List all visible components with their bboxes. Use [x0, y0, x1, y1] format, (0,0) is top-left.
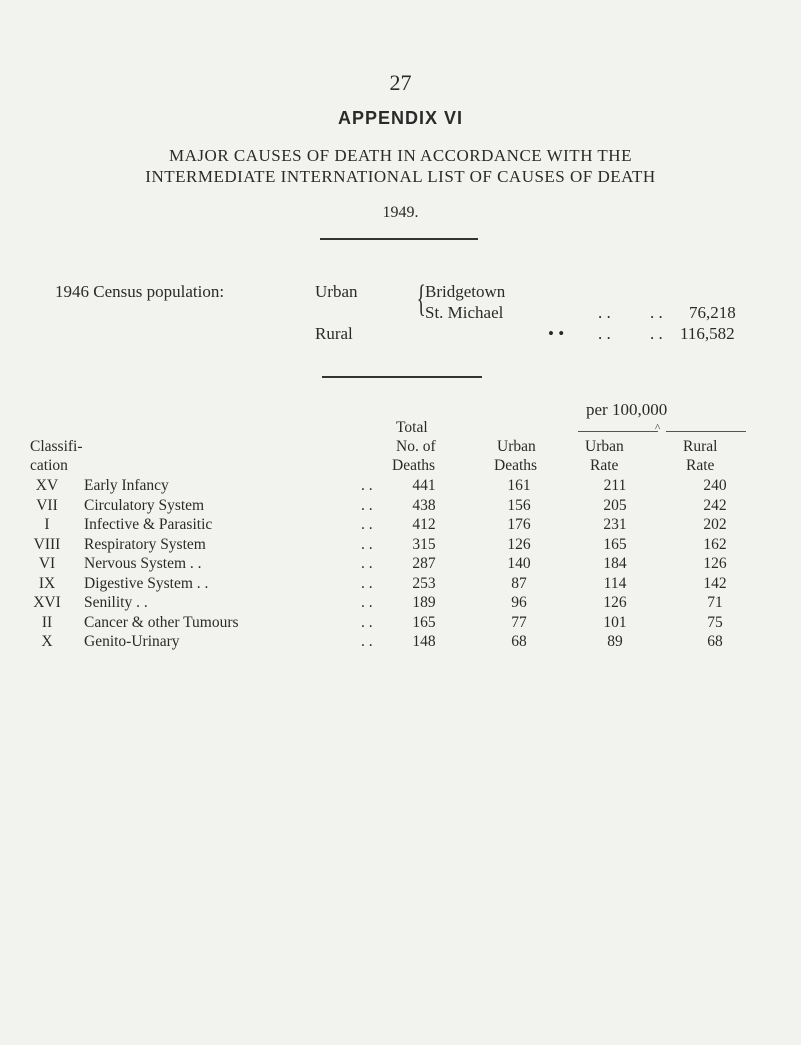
cell-urban-rate: 126 [603, 594, 627, 611]
rural-leader-2: . . [650, 324, 663, 343]
cell-classification: II [41, 613, 53, 631]
per-brace-line-left [578, 431, 658, 432]
header-urban-deaths-1: Urban [497, 438, 536, 455]
cell-total-deaths: 441 [412, 477, 436, 494]
brace-icon: { [416, 278, 426, 320]
cell-urban-rate: 89 [607, 633, 623, 650]
header-classification-2: cation [30, 457, 68, 474]
cell-classification: XVI [33, 594, 61, 611]
cell-classification: VIII [33, 535, 61, 553]
cell-rural-rate: 240 [703, 477, 727, 494]
cell-rural-rate: 68 [707, 633, 723, 650]
cell-classification: VI [38, 555, 56, 572]
cell-leader: . . [361, 613, 373, 631]
cell-urban-deaths: 77 [511, 613, 527, 631]
title-line-1: MAJOR CAUSES OF DEATH IN ACCORDANCE WITH THE [169, 146, 632, 165]
cell-classification: X [41, 633, 53, 650]
cell-total-deaths: 412 [412, 516, 436, 533]
cell-urban-rate: 205 [603, 496, 627, 514]
title-line-2: INTERMEDIATE INTERNATIONAL LIST OF CAUSES OF DEATH [145, 167, 656, 186]
header-total-1: Total [396, 419, 428, 436]
bridgetown-label: Bridgetown [425, 282, 506, 301]
cell-rural-rate: 71 [707, 594, 723, 611]
middle-divider [322, 376, 482, 378]
cell-cause: Nervous System . . [84, 555, 202, 572]
appendix-title: APPENDIX VI [337, 108, 464, 128]
cell-urban-rate: 184 [603, 555, 627, 572]
cell-classification: VII [36, 496, 58, 514]
cell-urban-rate: 231 [603, 516, 627, 533]
urban-population-value: 76,218 [689, 303, 736, 322]
urban-leader-2: . . [650, 303, 663, 322]
cell-total-deaths: 189 [412, 594, 436, 611]
rural-leader-dots: • • [548, 324, 565, 343]
cell-urban-deaths: 68 [511, 633, 527, 650]
header-per-100000: per 100,000 [586, 400, 668, 419]
header-total-2: No. of [396, 438, 436, 455]
cell-total-deaths: 165 [412, 613, 436, 631]
cell-total-deaths: 148 [412, 633, 436, 650]
urban-label: Urban [315, 282, 358, 301]
cell-urban-deaths: 87 [511, 574, 527, 592]
cell-cause: Infective & Parasitic [84, 516, 213, 533]
cell-cause: Early Infancy [84, 477, 169, 494]
st-michael-label: St. Michael [425, 303, 504, 322]
page-number: 27 [389, 70, 412, 95]
cell-rural-rate: 162 [703, 535, 727, 553]
rural-population-value: 116,582 [680, 324, 735, 343]
per-brace-line-right [666, 431, 746, 432]
cell-cause: Digestive System . . [84, 574, 209, 592]
header-classification-1: Classifi- [30, 438, 83, 455]
cell-cause: Senility . . [84, 594, 148, 611]
cell-cause: Circulatory System [84, 496, 205, 514]
cell-leader: . . [361, 594, 373, 611]
header-urban-rate-2: Rate [590, 457, 619, 474]
cell-urban-deaths: 156 [507, 496, 531, 514]
cell-leader: . . [361, 477, 373, 494]
cell-rural-rate: 75 [707, 613, 723, 631]
cell-total-deaths: 315 [412, 535, 436, 553]
urban-leader-1: . . [598, 303, 611, 322]
per-brace-peak-icon: ^ [655, 422, 661, 434]
cell-total-deaths: 438 [412, 496, 436, 514]
header-urban-deaths-2: Deaths [494, 457, 538, 474]
top-divider [320, 238, 478, 240]
header-rural-rate-2: Rate [686, 457, 715, 474]
header-urban-rate-1: Urban [585, 438, 624, 455]
cell-classification: XV [35, 477, 59, 494]
cell-urban-rate: 211 [603, 477, 627, 494]
cell-urban-rate: 101 [603, 613, 627, 631]
cell-rural-rate: 202 [703, 516, 727, 533]
header-rural-rate-1: Rural [683, 438, 718, 455]
cell-leader: . . [361, 516, 373, 533]
cell-urban-rate: 165 [603, 535, 627, 553]
rural-leader-1: . . [598, 324, 611, 343]
population-label: 1946 Census population: [55, 282, 225, 301]
cell-cause: Cancer & other Tumours [84, 613, 239, 631]
rural-label: Rural [315, 324, 353, 343]
cell-leader: . . [361, 496, 373, 514]
cell-urban-rate: 114 [603, 574, 627, 592]
cell-urban-deaths: 140 [507, 555, 531, 572]
cell-leader: . . [361, 535, 373, 553]
cell-rural-rate: 242 [703, 496, 727, 514]
cell-cause: Respiratory System [84, 535, 206, 553]
cell-urban-deaths: 176 [507, 516, 531, 533]
cell-urban-deaths: 126 [507, 535, 531, 553]
cell-leader: . . [361, 555, 373, 572]
cell-cause: Genito-Urinary [84, 633, 180, 650]
cell-total-deaths: 253 [412, 574, 436, 592]
year: 1949. [382, 204, 419, 221]
cell-rural-rate: 126 [703, 555, 727, 572]
cell-classification: I [44, 516, 50, 533]
cell-leader: . . [361, 633, 373, 650]
cell-classification: IX [38, 574, 56, 592]
cell-leader: . . [361, 574, 373, 592]
cell-rural-rate: 142 [703, 574, 727, 592]
cell-urban-deaths: 96 [511, 594, 527, 611]
cell-total-deaths: 287 [412, 555, 436, 572]
header-total-3: Deaths [392, 457, 436, 474]
cell-urban-deaths: 161 [507, 477, 531, 494]
